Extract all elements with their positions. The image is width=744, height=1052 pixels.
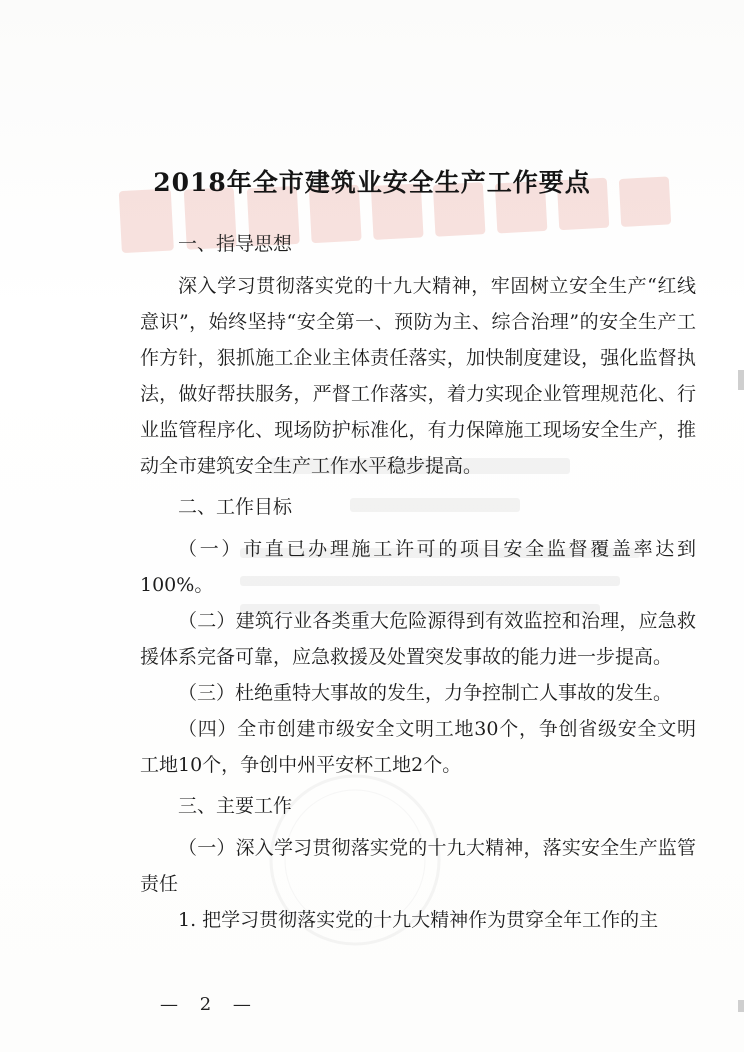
section-heading: 三、主要工作 — [178, 795, 293, 817]
body-paragraph: （一）深入学习贯彻落实党的十九大精神，落实安全生产监管责任 — [140, 837, 696, 895]
document-title: 2018年全市建筑业安全生产工作要点 — [153, 167, 591, 197]
section-heading: 一、指导思想 — [178, 233, 293, 255]
scan-edge-mark — [738, 1000, 744, 1012]
body-paragraph: （一）市直已办理施工许可的项目安全监督覆盖率达到100%。 — [140, 538, 696, 596]
document-body — [140, 221, 696, 938]
scan-edge-mark — [738, 370, 744, 390]
body-paragraph: 1. 把学习贯彻落实党的十九大精神作为贯穿全年工作的主 — [178, 909, 659, 931]
page-number: — 2 — — [160, 994, 259, 1015]
body-paragraph: 深入学习贯彻落实党的十九大精神，牢固树立安全生产“红线意识”，始终坚持“安全第一、预防为主、综合治理”的安全生产工作方针，狠抓施工企业主体责任落实，加快制度建设，强化监督执法，做好帮扶服务，严督工作落实，着力实现企业管理规范化、行业监管程序化、现场防护标准化，有力保障施工现场安全生产，推动全市建筑安全生产工作水平稳步提高。 — [140, 275, 696, 477]
body-paragraph: （四）全市创建市级安全文明工地30个，争创省级安全文明工地10个，争创中州平安杯工地2个。 — [140, 718, 696, 776]
section-heading: 二、工作目标 — [178, 496, 293, 518]
body-paragraph: （二）建筑行业各类重大危险源得到有效监控和治理，应急救援体系完备可靠，应急救援及处置突发事故的能力进一步提高。 — [140, 610, 696, 668]
body-paragraph: （三）杜绝重特大事故的发生，力争控制亡人事故的发生。 — [178, 682, 673, 704]
